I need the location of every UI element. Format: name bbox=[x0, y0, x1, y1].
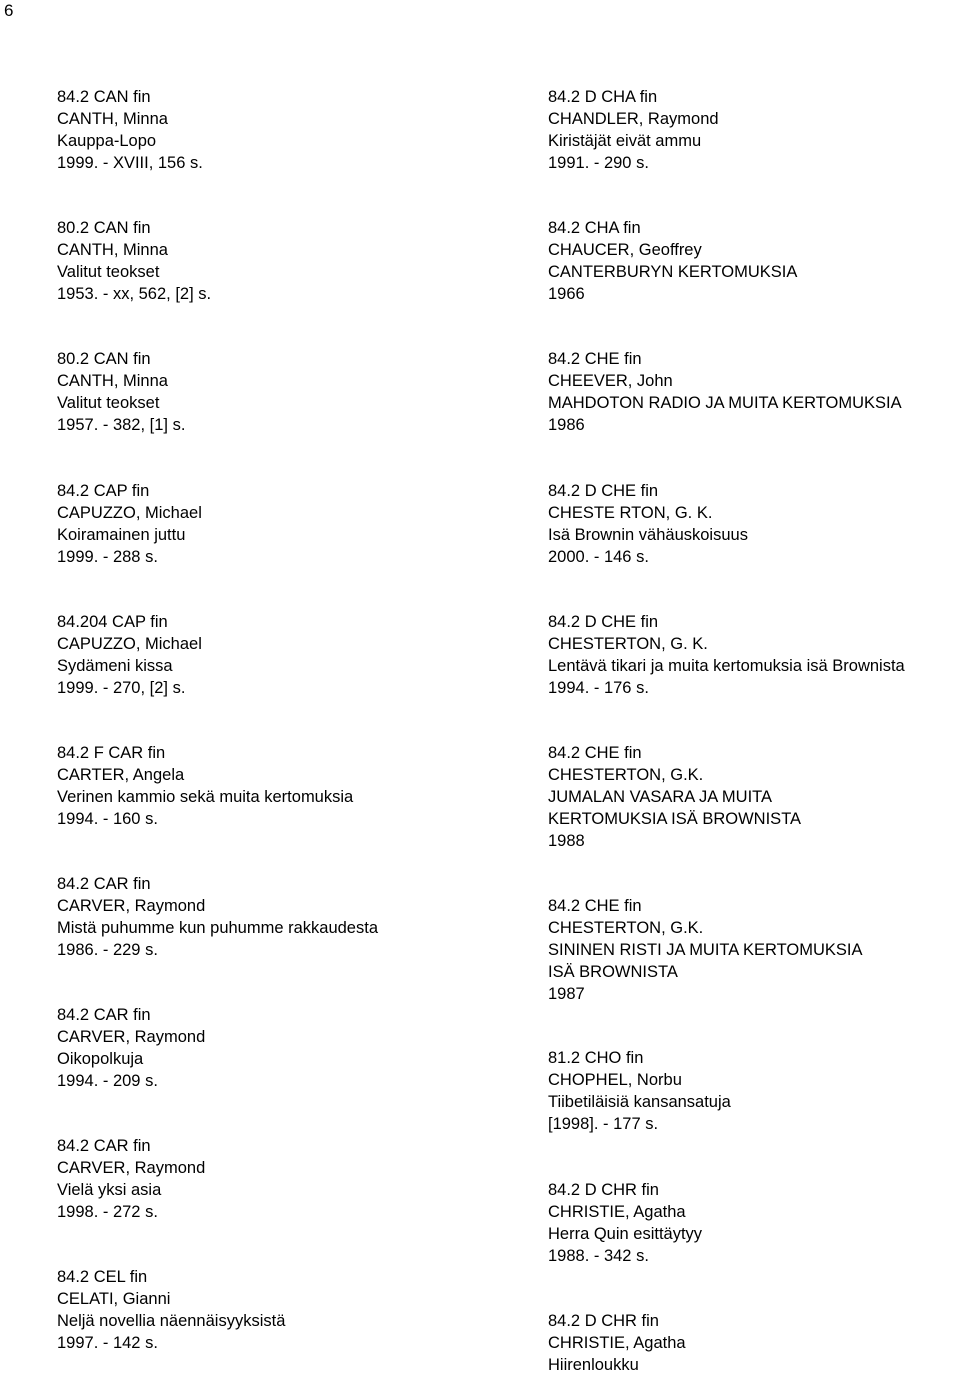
author-line: CHOPHEL, Norbu bbox=[548, 1071, 682, 1089]
publication-line: 1991. - 290 s. bbox=[548, 154, 649, 172]
author-line: CELATI, Gianni bbox=[57, 1290, 171, 1308]
catalog-entry bbox=[548, 1047, 731, 1135]
catalog-entry bbox=[548, 217, 797, 305]
catalog-entry bbox=[57, 480, 202, 568]
classification-line: 84.2 CAR fin bbox=[57, 1006, 151, 1024]
publication-line: 1994. - 160 s. bbox=[57, 810, 158, 828]
page-number: 6 bbox=[4, 1, 14, 20]
catalog-entry bbox=[57, 86, 203, 174]
classification-line: 84.2 CHA fin bbox=[548, 219, 641, 237]
author-line: CARVER, Raymond bbox=[57, 1159, 206, 1177]
author-line: CAPUZZO, Michael bbox=[57, 635, 202, 653]
title-line: Tiibetiläisiä kansansatuja bbox=[548, 1093, 731, 1111]
classification-line: 84.2 CAR fin bbox=[57, 875, 151, 893]
classification-line: 84.204 CAP fin bbox=[57, 613, 168, 631]
author-line: CANTH, Minna bbox=[57, 110, 168, 128]
author-line: CANTH, Minna bbox=[57, 372, 168, 390]
author-line: CHAUCER, Geoffrey bbox=[548, 241, 702, 259]
author-line: CHRISTIE, Agatha bbox=[548, 1203, 686, 1221]
publication-line: 1994. - 209 s. bbox=[57, 1072, 158, 1090]
publication-line: 1999. - 270, [2] s. bbox=[57, 679, 186, 697]
title-line: Verinen kammio sekä muita kertomuksia bbox=[57, 788, 354, 806]
title-line-continued: KERTOMUKSIA ISÄ BROWNISTA bbox=[548, 810, 802, 828]
author-line: CARVER, Raymond bbox=[57, 897, 206, 915]
catalog-entry bbox=[548, 348, 902, 436]
title-line: Kiristäjät eivät ammu bbox=[548, 132, 702, 150]
classification-line: 84.2 CHE fin bbox=[548, 350, 642, 368]
catalog-entry bbox=[57, 1135, 205, 1223]
classification-line: 84.2 D CHR fin bbox=[548, 1312, 659, 1330]
title-line: Isä Brownin vähäuskoisuus bbox=[548, 526, 748, 544]
publication-line: 1988 bbox=[548, 832, 585, 850]
catalog-entry bbox=[57, 611, 202, 699]
publication-line: [1998]. - 177 s. bbox=[548, 1115, 659, 1133]
title-line: Vielä yksi asia bbox=[57, 1181, 162, 1199]
catalog-entry bbox=[548, 1310, 686, 1376]
author-line: CHESTERTON, G.K. bbox=[548, 919, 704, 937]
catalog-entry bbox=[548, 480, 748, 568]
catalog-entry bbox=[57, 348, 185, 436]
author-line: CHANDLER, Raymond bbox=[548, 110, 719, 128]
publication-line: 1966 bbox=[548, 285, 585, 303]
author-line: CHESTERTON, G.K. bbox=[548, 766, 704, 784]
catalog-entry bbox=[548, 611, 905, 699]
publication-line: 1999. - XVIII, 156 s. bbox=[57, 154, 203, 172]
classification-line: 84.2 D CHE fin bbox=[548, 482, 659, 500]
publication-line: 1997. - 142 s. bbox=[57, 1334, 158, 1352]
author-line: CANTH, Minna bbox=[57, 241, 168, 259]
publication-line: 2000. - 146 s. bbox=[548, 548, 649, 566]
classification-line: 84.2 CHE fin bbox=[548, 744, 642, 762]
author-line: CHEEVER, John bbox=[548, 372, 673, 390]
publication-line: 1987 bbox=[548, 985, 585, 1003]
classification-line: 84.2 CAP fin bbox=[57, 482, 150, 500]
title-line: Sydämeni kissa bbox=[57, 657, 173, 675]
catalog-entry bbox=[57, 1266, 285, 1354]
classification-line: 84.2 D CHR fin bbox=[548, 1181, 659, 1199]
publication-line: 1986. - 229 s. bbox=[57, 941, 158, 959]
title-line: Neljä novellia näennäisyyksistä bbox=[57, 1312, 286, 1330]
publication-line: 1994. - 176 s. bbox=[548, 679, 649, 697]
title-line: SININEN RISTI JA MUITA KERTOMUKSIA bbox=[548, 941, 863, 959]
author-line: CAPUZZO, Michael bbox=[57, 504, 202, 522]
publication-line: 1953. - xx, 562, [2] s. bbox=[57, 285, 212, 303]
author-line: CHESTE RTON, G. K. bbox=[548, 504, 713, 522]
catalog-entry bbox=[57, 1004, 205, 1092]
author-line: CHRISTIE, Agatha bbox=[548, 1334, 686, 1352]
title-line: Mistä puhumme kun puhumme rakkaudesta bbox=[57, 919, 378, 937]
title-line: JUMALAN VASARA JA MUITA bbox=[548, 788, 773, 806]
catalog-entry bbox=[548, 895, 862, 1005]
publication-line: 1988. - 342 s. bbox=[548, 1247, 649, 1265]
title-line: CANTERBURYN KERTOMUKSIA bbox=[548, 263, 798, 281]
title-line: Lentävä tikari ja muita kertomuksia isä Brownista bbox=[548, 657, 905, 675]
publication-line: 1998. - 272 s. bbox=[57, 1203, 158, 1221]
classification-line: 84.2 CAN fin bbox=[57, 88, 151, 106]
title-line-continued: ISÄ BROWNISTA bbox=[548, 963, 678, 981]
classification-line: 84.2 F CAR fin bbox=[57, 744, 166, 762]
classification-line: 84.2 D CHA fin bbox=[548, 88, 658, 106]
title-line: Koiramainen juttu bbox=[57, 526, 186, 544]
classification-line: 84.2 CEL fin bbox=[57, 1268, 148, 1286]
title-line: Herra Quin esittäytyy bbox=[548, 1225, 703, 1243]
author-line: CHESTERTON, G. K. bbox=[548, 635, 708, 653]
catalog-entry bbox=[548, 1179, 702, 1267]
title-line: MAHDOTON RADIO JA MUITA KERTOMUKSIA bbox=[548, 394, 902, 412]
title-line: Hiirenloukku bbox=[548, 1356, 639, 1374]
catalog-entry bbox=[57, 217, 211, 305]
classification-line: 84.2 CHE fin bbox=[548, 897, 642, 915]
publication-line: 1986 bbox=[548, 416, 585, 434]
title-line: Kauppa-Lopo bbox=[57, 132, 157, 150]
publication-line: 1999. - 288 s. bbox=[57, 548, 158, 566]
classification-line: 81.2 CHO fin bbox=[548, 1049, 644, 1067]
title-line: Valitut teokset bbox=[57, 394, 160, 412]
classification-line: 84.2 D CHE fin bbox=[548, 613, 659, 631]
author-line: CARTER, Angela bbox=[57, 766, 185, 784]
catalog-entry bbox=[548, 86, 719, 174]
publication-line: 1957. - 382, [1] s. bbox=[57, 416, 186, 434]
catalog-entry bbox=[548, 742, 801, 852]
title-line: Valitut teokset bbox=[57, 263, 160, 281]
classification-line: 80.2 CAN fin bbox=[57, 350, 151, 368]
catalog-entry bbox=[57, 873, 378, 961]
title-line: Oikopolkuja bbox=[57, 1050, 144, 1068]
catalog-entry bbox=[57, 742, 353, 830]
author-line: CARVER, Raymond bbox=[57, 1028, 206, 1046]
classification-line: 84.2 CAR fin bbox=[57, 1137, 151, 1155]
classification-line: 80.2 CAN fin bbox=[57, 219, 151, 237]
